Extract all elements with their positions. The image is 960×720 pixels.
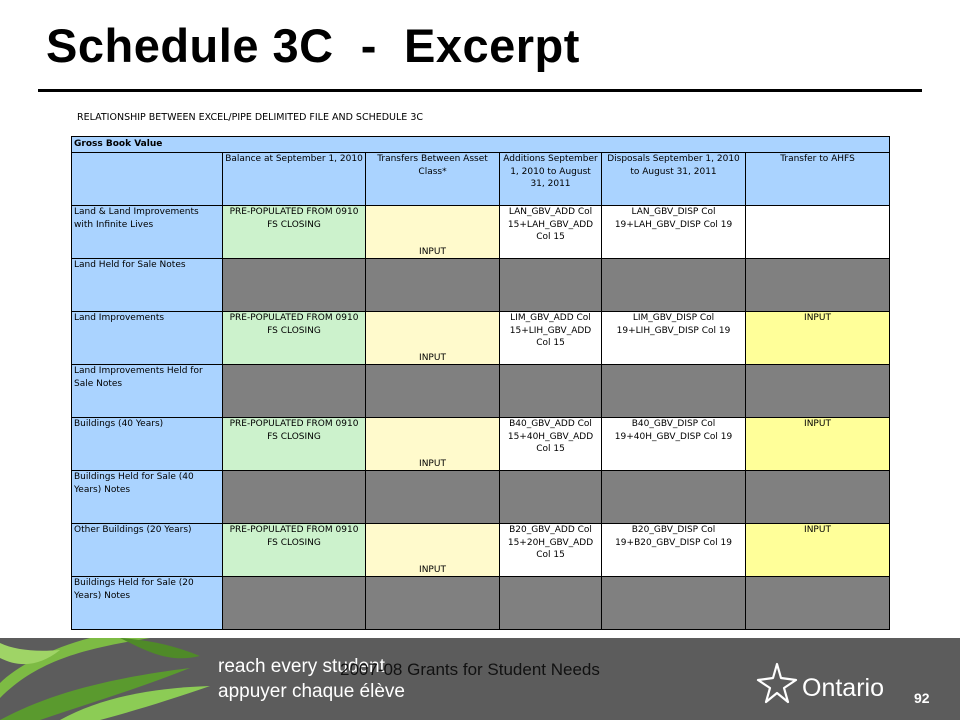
gray-cell — [602, 365, 746, 418]
transfers-input-cell[interactable]: INPUT — [366, 312, 500, 365]
disposals-cell: B20_GBV_DISP Col 19+B20_GBV_DISP Col 19 — [602, 524, 746, 577]
gray-cell — [746, 577, 890, 630]
row-label: Land Held for Sale Notes — [72, 259, 223, 312]
gray-cell — [366, 365, 500, 418]
column-header-disposals: Disposals September 1, 2010 to August 31, 2011 — [602, 153, 746, 206]
column-header-row — [72, 153, 890, 206]
row-label: Buildings Held for Sale (20 Years) Notes — [72, 577, 223, 630]
section-header-row — [72, 137, 890, 153]
additions-cell: LAN_GBV_ADD Col 15+LAH_GBV_ADD Col 15 — [500, 206, 602, 259]
gray-cell — [500, 577, 602, 630]
ontario-trillium-icon — [754, 660, 800, 706]
transfers-input-cell[interactable]: INPUT — [366, 206, 500, 259]
gray-cell — [746, 365, 890, 418]
gray-cell — [602, 577, 746, 630]
footer-center-text: 2007-08 Grants for Student Needs — [340, 660, 600, 679]
gray-cell — [366, 471, 500, 524]
table-row-buildings-40 — [72, 418, 890, 471]
column-header-transfers: Transfers Between Asset Class* — [366, 153, 500, 206]
column-header-additions: Additions September 1, 2010 to August 31, 2011 — [500, 153, 602, 206]
ontario-logo-text: Ontario — [802, 674, 884, 702]
ahfs-cell — [746, 206, 890, 259]
disposals-cell: LIM_GBV_DISP Col 19+LIH_GBV_DISP Col 19 — [602, 312, 746, 365]
ahfs-input-cell[interactable]: INPUT — [746, 524, 890, 577]
gray-cell — [602, 471, 746, 524]
page-number: 92 — [914, 690, 930, 706]
column-header-ahfs: Transfer to AHFS — [746, 153, 890, 206]
additions-cell: B40_GBV_ADD Col 15+40H_GBV_ADD Col 15 — [500, 418, 602, 471]
leaf-pattern-icon — [0, 638, 210, 720]
table-subheading: RELATIONSHIP BETWEEN EXCEL/PIPE DELIMITED FILE AND SCHEDULE 3C — [77, 112, 424, 123]
row-label: Other Buildings (20 Years) — [72, 524, 223, 577]
table-row-land-infinite — [72, 206, 890, 259]
table-row-land-improvements-held — [72, 365, 890, 418]
tagline-french: appuyer chaque élève — [218, 681, 405, 702]
row-label: Land Improvements — [72, 312, 223, 365]
ahfs-input-cell[interactable]: INPUT — [746, 418, 890, 471]
table-row-land-improvements — [72, 312, 890, 365]
row-label: Land Improvements Held for Sale Notes — [72, 365, 223, 418]
row-label: Buildings Held for Sale (40 Years) Notes — [72, 471, 223, 524]
tagline-english: reach every student — [218, 656, 385, 677]
gray-cell — [223, 365, 366, 418]
additions-cell: LIM_GBV_ADD Col 15+LIH_GBV_ADD Col 15 — [500, 312, 602, 365]
gray-cell — [223, 471, 366, 524]
schedule-3c-table — [71, 136, 890, 630]
footer-band — [0, 638, 960, 720]
gray-cell — [500, 471, 602, 524]
slide-title: Schedule 3C - Excerpt — [46, 19, 580, 72]
gray-cell — [223, 259, 366, 312]
gray-cell — [366, 577, 500, 630]
disposals-cell: LAN_GBV_DISP Col 19+LAH_GBV_DISP Col 19 — [602, 206, 746, 259]
table-row-buildings-40-held — [72, 471, 890, 524]
balance-cell: PRE-POPULATED FROM 0910 FS CLOSING — [223, 206, 366, 259]
gray-cell — [746, 471, 890, 524]
ahfs-input-cell[interactable]: INPUT — [746, 312, 890, 365]
title-divider — [38, 89, 922, 92]
column-header-empty — [72, 153, 223, 206]
additions-cell: B20_GBV_ADD Col 15+20H_GBV_ADD Col 15 — [500, 524, 602, 577]
transfers-input-cell[interactable]: INPUT — [366, 524, 500, 577]
table-row-land-held-for-sale — [72, 259, 890, 312]
balance-cell: PRE-POPULATED FROM 0910 FS CLOSING — [223, 418, 366, 471]
row-label: Buildings (40 Years) — [72, 418, 223, 471]
section-label: Gross Book Value — [72, 137, 890, 153]
column-header-balance: Balance at September 1, 2010 — [223, 153, 366, 206]
disposals-cell: B40_GBV_DISP Col 19+40H_GBV_DISP Col 19 — [602, 418, 746, 471]
row-label: Land & Land Improvements with Infinite Lives — [72, 206, 223, 259]
table-row-other-buildings-20 — [72, 524, 890, 577]
table-row-buildings-20-held — [72, 577, 890, 630]
gray-cell — [223, 577, 366, 630]
balance-cell: PRE-POPULATED FROM 0910 FS CLOSING — [223, 312, 366, 365]
transfers-input-cell[interactable]: INPUT — [366, 418, 500, 471]
gray-cell — [366, 259, 500, 312]
balance-cell: PRE-POPULATED FROM 0910 FS CLOSING — [223, 524, 366, 577]
gray-cell — [602, 259, 746, 312]
gray-cell — [500, 365, 602, 418]
gray-cell — [500, 259, 602, 312]
gray-cell — [746, 259, 890, 312]
